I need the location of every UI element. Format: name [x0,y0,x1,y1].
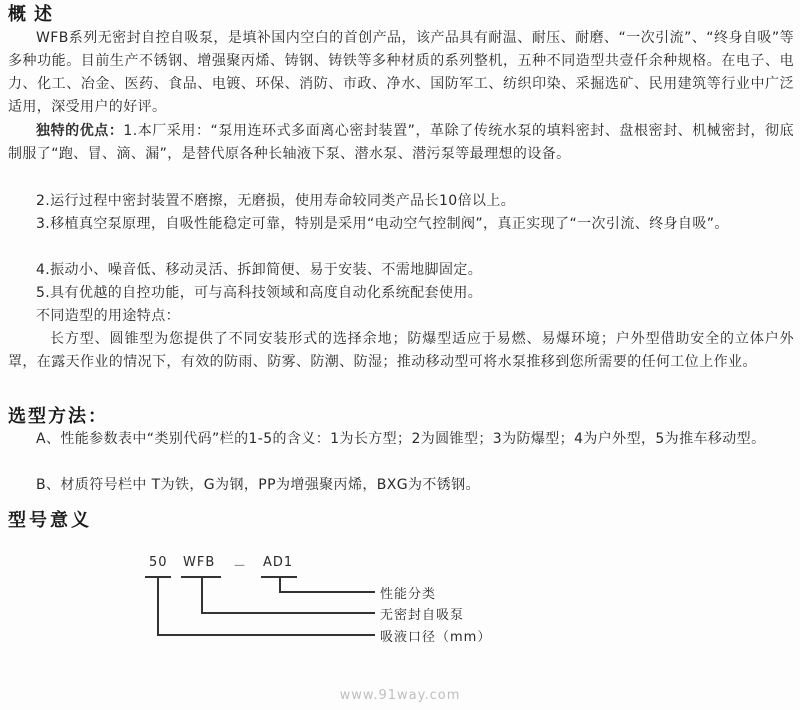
selection-heading: 选型方法： [8,406,108,427]
overview-heading: 概述 [8,4,60,25]
size-connector-h [157,634,375,636]
advantage-4: 4.振动小、噪音低、移动灵活、拆卸简便、易于安装、不需地脚固定。 [36,262,483,278]
uses-paragraph: 长方型、圆锥型为您提供了不同安装形式的选择余地；防爆型适应于易燃、易爆环境；户外型借助安全的立体户外罩，在露天作业的情况下，有效的防雨、防雾、防潮、防湿；推动移动型可将水泵推移到您所需要的任何工位上作业。 [8,331,794,370]
series-connector-v [201,576,203,613]
code-series: WFB [183,555,216,570]
advantage-3: 3.移植真空泵原理，自吸性能稳定可靠，特别是采用“电动空气控制阀”，真正实现了“一次引流、终身自吸”。 [36,216,729,232]
meaning-size: 吸液口径（mm） [380,630,492,645]
perf-connector-v [279,576,281,592]
code-size: 50 [149,555,168,570]
meaning-perf: 性能分类 [380,587,437,602]
advantages-label: 独特的优点： [36,123,124,139]
series-connector-h [201,612,375,614]
meaning-series: 无密封自吸泵 [380,608,465,623]
uses-title: 不同造型的用途特点： [36,308,180,324]
size-connector-v [157,576,159,635]
advantage-1-text: 1.本厂采用：“泵用连环式多面离心密封装置”，革除了传统水泵的填料密封、盘根密封、机械密封，彻底制服了“跑、冒、滴、漏”，是替代原各种长轴液下泵、潜水泵、潜污泵等最理想的设备。 [8,123,794,162]
selection-item-a: A、性能参数表中“类别代码”栏的1-5的含义：1为长方型；2为圆锥型；3为防爆型；4为户外型，5为推车移动型。 [36,431,766,447]
advantage-2: 2.运行过程中密封装置不磨擦，无磨损，使用寿命较同类产品长10倍以上。 [36,193,516,209]
code-dash: － [233,559,248,574]
model-meaning-heading: 型号意义 [8,510,92,531]
selection-item-b: B、材质符号栏中 T为铁，G为钢，PP为增强聚丙烯，BXG为不锈钢。 [36,477,480,493]
advantage-5: 5.具有优越的自控功能，可与高科技领域和高度自动化系统配套使用。 [36,285,483,301]
overview-paragraph: WFB系列无密封自控自吸泵，是填补国内空白的首创产品，该产品具有耐温、耐压、耐磨、“一次引流”、“终身自吸”等多种功能。目前生产不锈钢、增强聚丙烯、铸钢、铸铁等多种材质的系列整机，五种不同造型共壹仟余种规格。在电子、电力、化工、冶金、医药、食品、电镀、环保、消防、市政、净水、国防军工、纺织印染、采掘选矿、民用建筑等行业中广泛适用，深受用户的好评。 [8,30,794,115]
advantage-1 [8,120,794,166]
code-perf: AD1 [263,555,294,570]
perf-connector-h [279,591,375,593]
watermark-text: www.91way.com [339,688,461,703]
